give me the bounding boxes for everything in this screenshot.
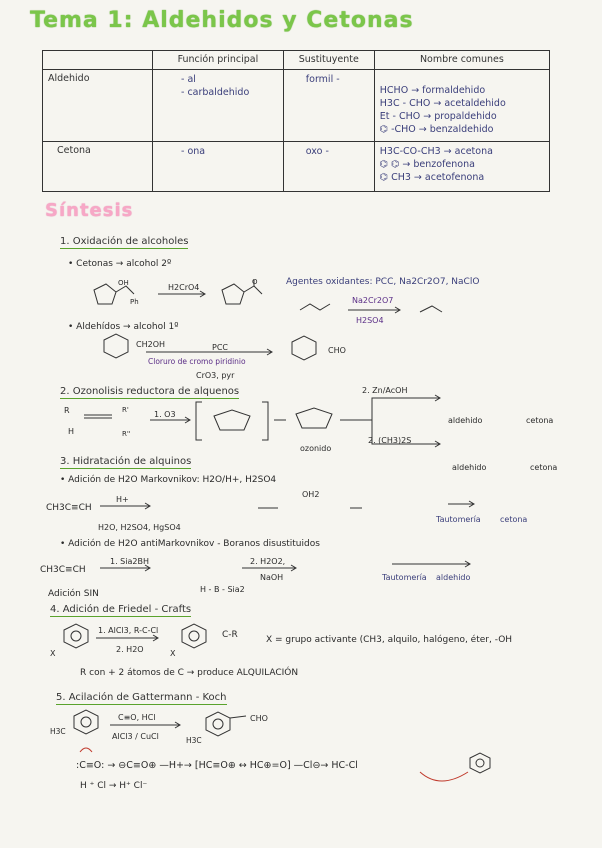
s2-ozonido: ozonido <box>300 444 332 453</box>
s5-reagent-top: C≡O, HCl <box>118 713 156 722</box>
sustituyente-item: oxo - <box>305 146 329 157</box>
s3-markov-start: CH3C≡CH <box>46 503 92 513</box>
s5-hcl: H ⁺ Cl → H⁺ Cl⁻ <box>80 781 148 791</box>
s1-ph-label: Ph <box>130 298 139 306</box>
table-header-cell: Función principal <box>153 51 284 70</box>
s5-reagent-bottom: AlCl3 / CuCl <box>112 732 159 741</box>
benzene-ring <box>64 624 88 648</box>
s3-tautomeria-1: Tautomería <box>436 515 481 524</box>
nombre-item: H3C-CO-CH3 → acetona <box>379 146 493 157</box>
aromatic-circle <box>189 631 199 641</box>
s1-reagent1: H2CrO4 <box>168 283 200 292</box>
s4-product: C-R <box>222 630 238 640</box>
nombre-item: ⌬ -CHO → benzaldehido <box>379 124 494 135</box>
aromatic-circle <box>213 719 223 729</box>
aromatic-circle <box>476 759 484 767</box>
s3-anti-taut: Tautomería <box>382 573 427 582</box>
s3-anti-start: CH3C≡CH <box>40 565 86 575</box>
benzene-ring <box>74 710 98 734</box>
s3-aldehido: aldehido <box>436 573 471 582</box>
cyclopentane-ring <box>222 284 244 304</box>
s3-anti-r2: 2. H2O2, <box>250 557 286 566</box>
branch-line <box>372 420 440 444</box>
s2-step-zn: 2. Zn/AcOH <box>362 386 408 395</box>
row-label: Cetona <box>43 142 153 192</box>
branch-line <box>340 398 440 420</box>
benzene-ring <box>206 712 230 736</box>
ozonide-ring <box>214 410 250 430</box>
bond <box>116 286 134 294</box>
s1-pcc: PCC <box>212 343 228 352</box>
s1-ch2oh: CH2OH <box>136 340 166 349</box>
s1-oxidant-top: Na2Cr2O7 <box>352 296 394 305</box>
aromatic-circle <box>81 717 91 727</box>
bond <box>420 306 442 312</box>
page-title: Tema 1: Aldehidos y Cetonas <box>30 8 414 33</box>
section-3-title-text: 3. Hidratación de alquinos <box>60 456 192 467</box>
s4-note: R con + 2 átomos de C → produce ALQUILACIÓN <box>80 668 299 678</box>
s3-adicion-sin: Adición SIN <box>48 589 99 599</box>
s2-r2-label: R'' <box>122 430 131 438</box>
funcion-item: - al <box>181 74 196 85</box>
section-1-title-text: 1. Oxidación de alcoholes <box>60 236 189 247</box>
s2-h-label: H <box>68 427 75 436</box>
s3-anti-r1: 1. Sia2BH <box>110 557 149 566</box>
s3-hplus: H+ <box>116 495 129 504</box>
bracket <box>262 402 268 440</box>
s2-cetona-2: cetona <box>530 463 558 472</box>
sustituyente-item: formil - <box>305 74 340 85</box>
s4-x-label-2: X <box>170 649 176 658</box>
ozonide-ring <box>296 408 332 428</box>
s2-cetona-1: cetona <box>526 416 554 425</box>
s5-mechanism: :C≡O: → ⊖C≡O⊕ —H+→ [HC≡O⊕ ↔ HC⊕=O] —Cl⊖→ HC-Cl <box>76 760 358 771</box>
s1-cho: CHO <box>328 346 346 355</box>
s5-cho: CHO <box>250 714 268 723</box>
s3-markov-label: • Adición de H2O Markovnikov: H2O/H+, H2SO4 <box>60 475 277 485</box>
s3-cetona: cetona <box>500 515 528 524</box>
s1-pcc-name: Cloruro de cromo piridinio <box>148 357 246 366</box>
funcion-item: - carbaldehido <box>181 87 250 98</box>
section-4-title-text: 4. Adición de Friedel - Crafts <box>50 604 192 615</box>
s3-hb: H - B - Sia2 <box>200 585 245 594</box>
cyclohexane-ring <box>104 334 128 358</box>
s1-o-label: O <box>252 278 258 286</box>
s4-reagent-top: 1. AlCl3, R-C-Cl <box>98 626 159 635</box>
bond <box>300 304 330 310</box>
s4-x-note: X = grupo activante (CH3, alquilo, halógeno, éter, -OH <box>266 635 513 645</box>
bracket <box>196 402 202 440</box>
section-5-title-text: 5. Acilación de Gattermann - Koch <box>56 692 227 703</box>
s4-reagent-bottom: 2. H2O <box>116 645 144 654</box>
benzene-ring <box>182 624 206 648</box>
s3-markov-reagents: H2O, H2SO4, HgSO4 <box>98 523 181 532</box>
s1-line1: • Cetonas → alcohol 2º <box>68 259 172 269</box>
table-header-cell: Sustituyente <box>283 51 374 70</box>
sintesis-heading: Síntesis <box>45 200 134 221</box>
funcion-item: - ona <box>181 146 206 157</box>
s2-r1-label: R' <box>122 406 129 414</box>
table-header-cell: Nombre comunes <box>374 51 549 70</box>
s3-anti-label: • Adición de H2O antiMarkovnikov - Boranos disustituidos <box>60 539 320 549</box>
s2-r-label: R <box>64 406 70 415</box>
s3-oh2: OH2 <box>302 490 320 499</box>
bond <box>230 716 246 718</box>
cyclohexane-ring <box>292 336 316 360</box>
s3-anti-r3: NaOH <box>260 573 284 582</box>
s2-aldehido-2: aldehido <box>452 463 487 472</box>
nombre-item: HCHO → formaldehido <box>379 85 486 96</box>
s1-cro3: CrO3, pyr <box>196 371 235 380</box>
section-2-title-text: 2. Ozonolisis reductora de alquenos <box>60 386 240 397</box>
bond <box>244 286 262 294</box>
curved-arrow <box>80 748 92 752</box>
s1-oh-label: OH <box>118 279 129 287</box>
s1-line2: • Aldehídos → alcohol 1º <box>68 322 179 332</box>
s2-reagent: 1. O3 <box>154 410 176 419</box>
s1-oxidant-bottom: H2SO4 <box>356 316 384 325</box>
s2-aldehido-1: aldehido <box>448 416 483 425</box>
s5-h3c-2: H3C <box>186 736 202 745</box>
nombre-item: ⌬ CH3 → acetofenona <box>379 172 485 183</box>
row-label: Aldehido <box>43 70 153 142</box>
s2-step-me2s: 2. (CH3)2S <box>368 436 412 445</box>
cyclopentane-ring <box>94 284 116 304</box>
s5-h3c-1: H3C <box>50 727 66 736</box>
benzene-ring <box>470 753 490 773</box>
nombre-item: H3C - CHO → acetaldehido <box>379 98 506 109</box>
aromatic-circle <box>71 631 81 641</box>
nombre-item: Et - CHO → propaldehido <box>379 111 497 122</box>
s4-x-label: X <box>50 649 56 658</box>
nombre-item: ⌬ ⌬ → benzofenona <box>379 159 475 170</box>
curved-arrow <box>420 772 468 781</box>
s1-oxidants: Agentes oxidantes: PCC, Na2Cr2O7, NaClO <box>286 277 480 287</box>
